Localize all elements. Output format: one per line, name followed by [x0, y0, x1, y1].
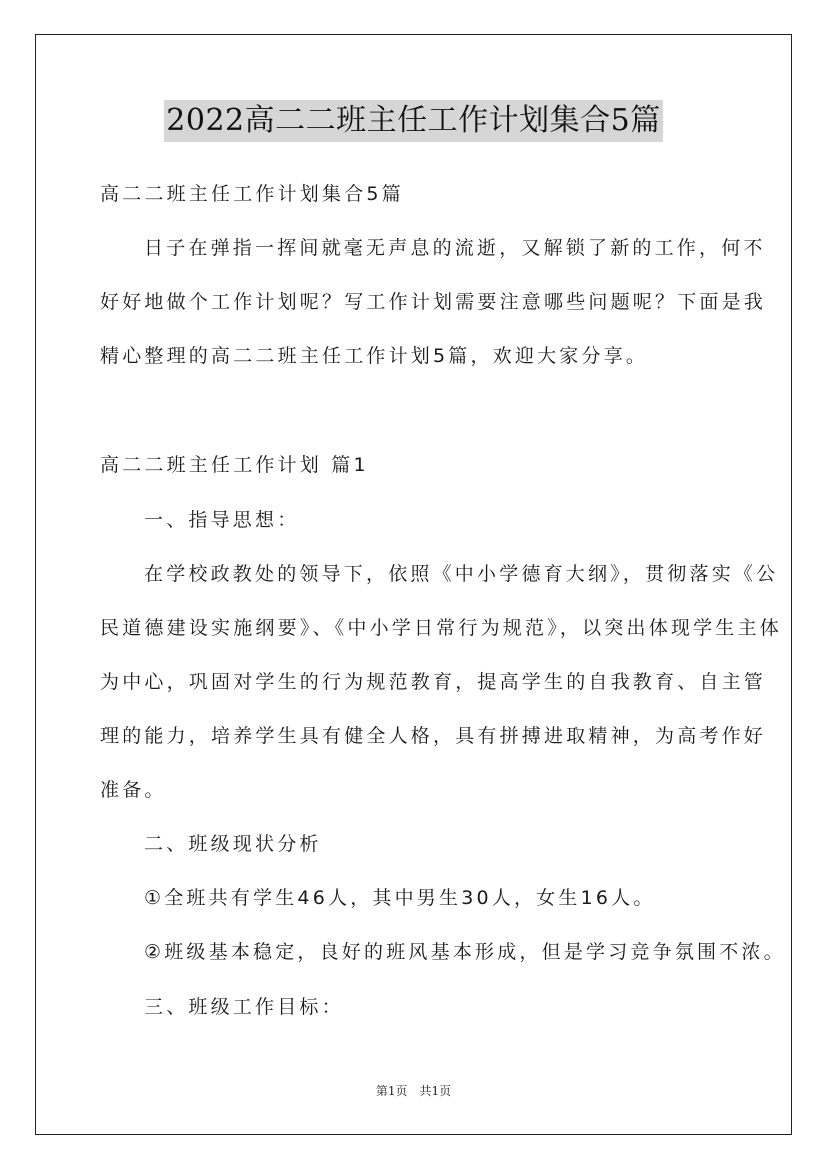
part2-item-2: ②班级基本稳定，良好的班风基本形成，但是学习竞争氛围不浓。 — [144, 941, 786, 963]
part3-heading: 三、班级工作目标： — [144, 996, 344, 1018]
intro-line-3: 精心整理的高二二班主任工作计划5篇，欢迎大家分享。 — [100, 345, 649, 367]
intro-line-1: 日子在弹指一挥间就毫无声息的流逝，又解锁了新的工作，何不 — [144, 237, 766, 259]
intro-line-2: 好好地做个工作计划呢？写工作计划需要注意哪些问题呢？下面是我 — [100, 291, 767, 313]
part1-line-4: 理的能力，培养学生具有健全人格，具有拼搏进取精神，为高考作好 — [100, 725, 767, 747]
part2-heading: 二、班级现状分析 — [144, 833, 322, 855]
page-footer: 第1页 共1页 — [375, 1084, 452, 1098]
document-title: 2022高二二班主任工作计划集合5篇 — [164, 100, 662, 142]
part1-line-2: 民道德建设实施纲要》、《中小学日常行为规范》，以突出体现学生主体 — [100, 617, 782, 639]
part1-line-1: 在学校政教处的领导下，依照《中小学德育大纲》，贯彻落实《公 — [144, 563, 779, 585]
subtitle: 高二二班主任工作计划集合5篇 — [100, 183, 404, 205]
part2-item-1: ①全班共有学生46人，其中男生30人，女生16人。 — [144, 887, 656, 909]
part1-line-3: 为中心，巩固对学生的行为规范教育，提高学生的自我教育、自主管 — [100, 671, 767, 693]
title-container — [0, 100, 827, 142]
part1-heading: 一、指导思想： — [144, 509, 300, 531]
part1-line-5: 准备。 — [100, 779, 167, 801]
section-heading: 高二二班主任工作计划 篇1 — [100, 454, 369, 476]
